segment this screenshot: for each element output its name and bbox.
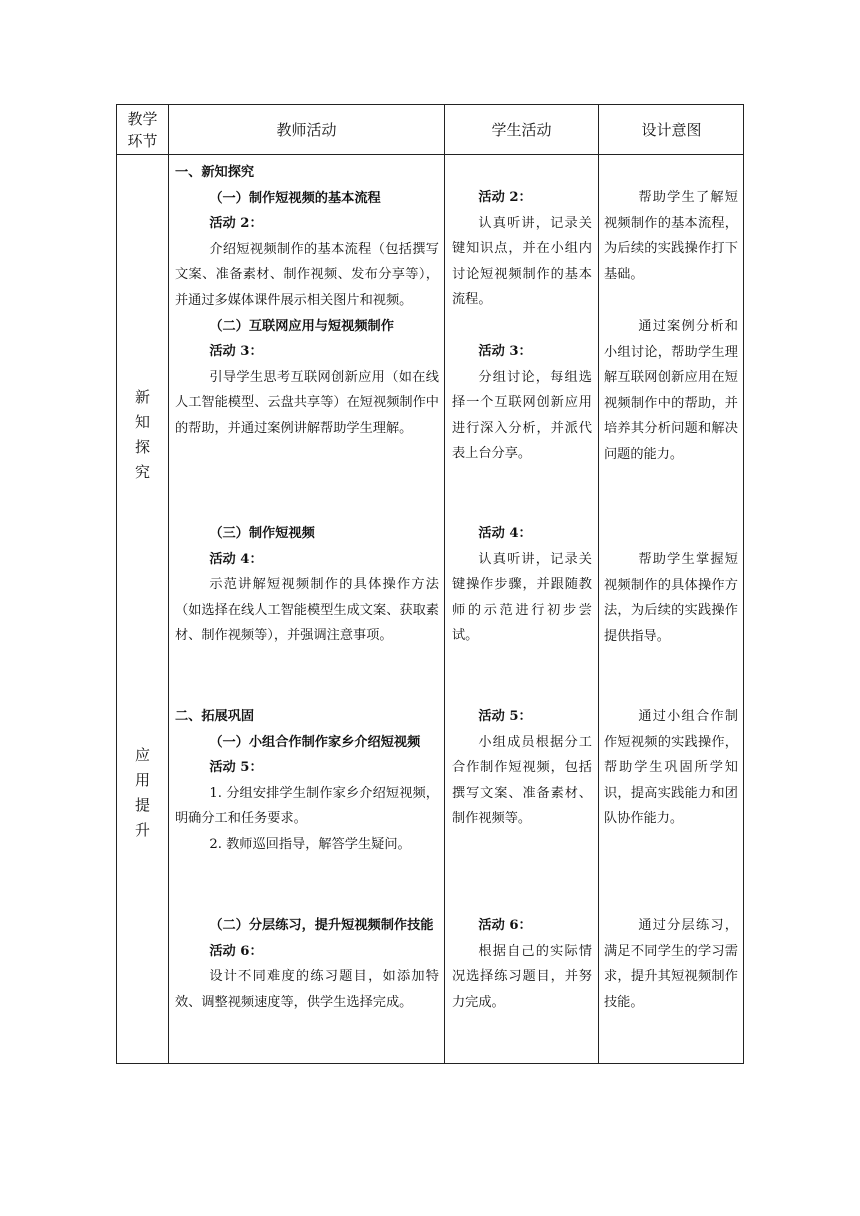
column-divider [598, 105, 599, 1063]
column-divider [444, 105, 445, 1063]
design-text: 通过分层练习，满足不同学生的学习需求，提升其短视频制作技能。 [604, 918, 738, 1010]
section-title: 二、拓展巩固 [175, 709, 255, 724]
activity-text: 分组讨论，每组选择一个互联网创新应用进行深入分析，并派代表上台分享。 [452, 369, 592, 462]
header-teacher: 教师活动 [276, 121, 337, 139]
activity-text: 引导学生思考互联网创新应用（如在线人工智能模型、云盘共享等）在短视频制作中的帮助，并通过案例讲解帮助学生理解。 [175, 369, 439, 436]
column-divider [168, 105, 169, 1063]
stage-char: 提 [134, 796, 150, 814]
list-item: 2. 教师巡回指导，解答学生疑问。 [209, 836, 411, 852]
activity-text: 示范讲解短视频制作的具体操作方法（如选择在线人工智能模型生成文案、获取素材、制作视频等），并强调注意事项。 [175, 577, 439, 644]
design-intent-3 [604, 547, 738, 649]
design-intent-4 [604, 704, 738, 832]
section-title: 一、新知探究 [175, 165, 255, 180]
stage-apply [117, 743, 168, 843]
activity-label: 活动 5： [478, 709, 532, 724]
lesson-plan-table [116, 104, 744, 1064]
list-item: 1. 分组安排学生制作家乡介绍短视频，明确分工和任务要求。 [175, 785, 439, 827]
header-stage-label: 教学环节 [127, 109, 158, 150]
activity-text: 认真听讲，记录关键操作步骤，并跟随教师的示范进行初步尝试。 [452, 551, 592, 644]
activity-label: 活动 6： [478, 918, 532, 933]
subsection-title: （二）分层练习，提升短视频制作技能 [209, 918, 434, 933]
activity-label: 活动 3： [478, 344, 532, 359]
subsection-title: （三）制作短视频 [209, 526, 315, 541]
subsection-title: （一）小组合作制作家乡介绍短视频 [209, 734, 421, 750]
design-text: 帮助学生了解短视频制作的基本流程，为后续的实践操作打下基础。 [604, 190, 738, 282]
design-text: 通过小组合作制作短视频的实践操作，帮助学生巩固所学知识，提高实践能力和团队协作能力。 [604, 709, 738, 827]
activity-text: 根据自己的实际情况选择练习题目，并努力完成。 [452, 943, 592, 1010]
stage-char: 升 [134, 821, 150, 839]
subsection-title: （二）互联网应用与短视频制作 [209, 318, 394, 334]
teacher-column-part1 [175, 160, 439, 442]
activity-label: 活动 2： [209, 216, 263, 232]
student-activity-4 [452, 521, 592, 649]
design-intent-1 [604, 185, 738, 287]
stage-explore [117, 385, 168, 485]
teacher-column-part3 [175, 704, 439, 858]
stage-char: 新 [134, 388, 150, 406]
student-activity-3 [452, 339, 592, 467]
teacher-column-part2 [175, 521, 439, 649]
activity-text: 小组成员根据分工合作制作短视频，包括撰写文案、准备素材、制作视频等。 [452, 734, 592, 827]
header-design: 设计意图 [641, 121, 702, 139]
activity-label: 活动 5： [209, 760, 263, 776]
header-stage [117, 105, 168, 154]
activity-label: 活动 2： [478, 190, 532, 205]
design-text: 帮助学生掌握短视频制作的具体操作方法，为后续的实践操作提供指导。 [604, 552, 738, 644]
header-divider [117, 154, 743, 155]
activity-label: 活动 4： [209, 551, 263, 567]
design-text: 通过案例分析和小组讨论，帮助学生理解互联网创新应用在短视频制作中的帮助，并培养其分析问题和解决问题的能力。 [604, 319, 738, 462]
design-intent-2 [604, 314, 738, 468]
subsection-title: （一）制作短视频的基本流程 [209, 190, 381, 206]
design-intent-5 [604, 913, 738, 1015]
activity-text: 设计不同难度的练习题目，如添加特效、调整视频速度等，供学生选择完成。 [175, 969, 439, 1010]
stage-char: 究 [134, 463, 150, 481]
activity-text: 介绍短视频制作的基本流程（包括撰写文案、准备素材、制作视频、发布分享等），并通过多媒体课件展示相关图片和视频。 [175, 241, 439, 308]
activity-text: 认真听讲，记录关键知识点，并在小组内讨论短视频制作的基本流程。 [452, 215, 592, 308]
stage-char: 应 [134, 746, 150, 764]
header-student: 学生活动 [491, 121, 552, 139]
student-activity-2 [452, 185, 592, 313]
activity-label: 活动 3： [209, 344, 263, 360]
activity-label: 活动 4： [478, 526, 532, 541]
stage-char: 探 [134, 438, 150, 456]
activity-label: 活动 6： [209, 943, 263, 959]
teacher-column-part4 [175, 913, 439, 1015]
student-activity-5 [452, 704, 592, 832]
stage-char: 知 [134, 413, 150, 431]
stage-char: 用 [134, 771, 150, 789]
student-activity-6 [452, 913, 592, 1015]
